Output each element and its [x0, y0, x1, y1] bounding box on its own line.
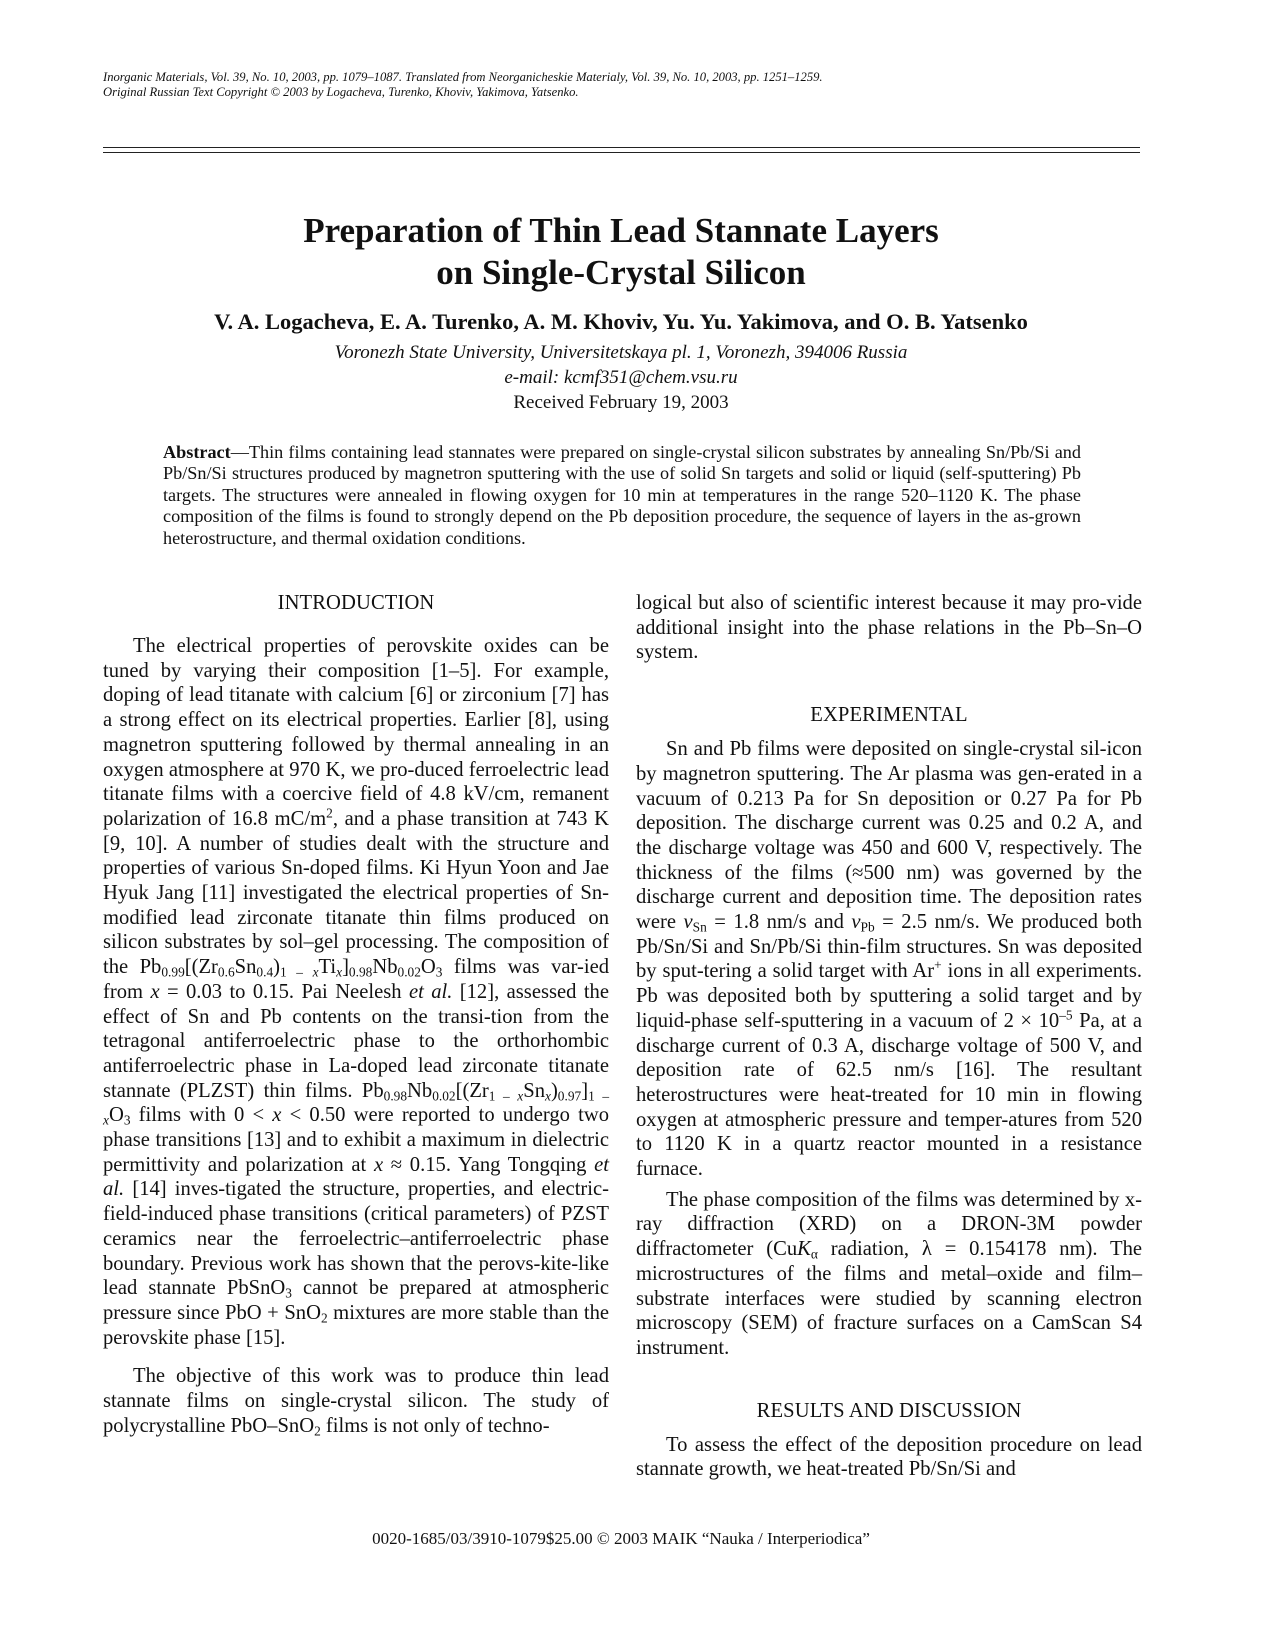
author-list: V. A. Logacheva, E. A. Turenko, A. M. Khoviv, Yu. Yu. Yakimova, and O. B. Yatsenko — [214, 309, 1028, 334]
title-line-2: on Single-Crystal Silicon — [436, 253, 806, 292]
header-line-2: Original Russian Text Copyright © 2003 by Logacheva, Turenko, Khoviv, Yakimova, Yatsenko. — [103, 85, 579, 99]
copyright-footer: 0020-1685/03/3910-1079$25.00 © 2003 MAIK “Nauka / Interperiodica” — [372, 1529, 870, 1548]
intro-paragraph-2-continued: logical but also of scientific interest because it may pro-vide additional insight into the phase relations in the Pb–Sn–O system. — [636, 592, 1142, 664]
experimental-paragraph-2: The phase composition of the films was determined by x-ray diffraction (XRD) on a DRON-3M powder diffractometer (CuK$_\alpha$ radiation, λ = 0.154178 nm). The microstructures of the films and metal–oxide and film–substrate interfaces were studied by scanning electron microscopy (SEM) of fracture surfaces on a CamScan S4 instrument. — [636, 1188, 1143, 1359]
left-column — [103, 591, 609, 1439]
experimental-paragraph-1: Sn and Pb films were deposited on single-crystal sil-icon by magnetron sputtering. The Ar plasma was gen-erated in a vacuum of 0.213 Pa for Sn deposition or 0.27 Pa for Pb deposition. The discharge current was 0.25 and 0.2 A, and the discharge voltage was 450 and 600 V, respectively. The thickness of the films (≈500 nm) was governed by the discharge current and deposition time. The deposition rates were $v_{Sn} = 1.8$ nm/s and $v_{Pb} = 2.5$ nm/s. We produced both Pb/Sn/Si and Sn/Pb/Si thin-film structures. Sn was deposited by sput-tering a solid target with Ar+ ions in all experiments. Pb was deposited both by sputtering a solid target and by liquid-phase self-sputtering in a vacuum of $2 \times 10^{-5}$ Pa, at a discharge current of 0.3 A, discharge voltage of 500 V, and deposition rate of 62.5 nm/s [16]. The resultant heterostructures were heat-treated for 10 min in flowing oxygen at atmospheric pressure and temper-atures from 520 to 1120 K in a quartz reactor mounted in a resistance furnace. — [636, 738, 1142, 1181]
email: e-mail: kcmf351@chem.vsu.ru — [504, 367, 738, 388]
results-paragraph-1: To assess the effect of the deposition procedure on lead stannate growth, we heat-treated Pb/Sn/Si and — [636, 1433, 1142, 1481]
section-heading-experimental: EXPERIMENTAL — [810, 704, 968, 727]
received-date: Received February 19, 2003 — [513, 392, 729, 413]
formula-pbo-sno2: PbO–SnO$_2$ — [230, 1414, 321, 1439]
affiliation: Voronezh State University, Universitetskaya pl. 1, Voronezh, 394006 Russia — [334, 342, 908, 363]
section-heading-introduction: INTRODUCTION — [277, 592, 435, 614]
abstract-text: —Thin films containing lead stannates were prepared on single-crystal silicon substrates by annealing Sn/Pb/Si and Pb/Sn/Si structures produced by magnetron sputtering with the use of solid Sn targets and solid or liquid (self-sputtering) Pb targets. The structures were annealed in flowing oxygen for 10 min at temperatures in the range 520–1120 K. The phase composition of the films is found to strongly depend on the Pb deposition procedure, the sequence of layers in the as-grown heterostructure, and thermal oxidation conditions. — [163, 442, 1081, 548]
formula-pbo-sno2-mix: PbO + SnO$_2$ — [225, 1301, 328, 1326]
intro-paragraph-2: The objective of this work was to produce thin lead stannate films on single-crystal silicon. The study of polycrystalline PbO–SnO$_2$ films is not only of techno- — [103, 1365, 609, 1439]
abstract-label: Abstract — [163, 442, 231, 462]
journal-header — [103, 70, 1143, 100]
header-double-rule — [103, 147, 1140, 153]
header-line-1: Inorganic Materials, Vol. 39, No. 10, 2003, pp. 1079–1087. Translated from Neorganicheskie Materialy, Vol. 39, No. 10, 2003, pp. 1251–1259. — [103, 70, 823, 84]
paper-title — [0, 210, 1242, 294]
formula-plzst: $Pb_{0.98}Nb_{0.02}[(Zr_{1 - x}Sn_x)_{0.97}]_{1 - x}O_3$ — [103, 1079, 610, 1129]
formula-pbsno3: PbSnO$_3$ — [226, 1277, 292, 1302]
intro-paragraph-1: The electrical properties of perovskite oxides can be tuned by varying their composition [1–5]. For example, doping of lead titanate with calcium [6] or zirconium [7] has a strong effect on its electrical properties. Earlier [8], using magnetron sputtering followed by thermal annealing in an oxygen atmosphere at 970 K, we pro-duced ferroelectric lead titanate films with a coercive field of 4.8 kV/cm, remanent polarization of 16.8 $mC/m^2$, and a phase transition at 743 K [9, 10]. A number of studies dealt with the structure and properties of various Sn-doped films. Ki Hyun Yoon and Jae Hyuk Jang [11] investigated the electrical properties of Sn-modified lead zirconate titanate thin films produced on silicon substrates by sol–gel processing. The composition of the $Pb_{0.99}[(Zr_{0.6}Sn_{0.4})_{1 - x}Ti_x]_{0.98}Nb_{0.02}O_3$ films was var-ied from x = 0.03 to 0.15. Pai Neelesh et al. [12], assessed the effect of Sn and Pb contents on the transi-tion from the tetragonal antiferroelectric phase to the orthorhombic antiferroelectric phase in La-doped lead zirconate titanate stannate (PLZST) thin films. $Pb_{0.98}Nb_{0.02}[(Zr_{1 - x}Sn_x)_{0.97}]_{1 - x}O_3$ films with 0 < x < 0.50 were reported to undergo two phase transitions [13] and to exhibit a maximum in dielectric permittivity and polarization at x ≈ 0.15. Yang Tongqing et al. [14] inves-tigated the structure, properties, and electric-field-induced phase transitions (critical parameters) of PZST ceramics near the ferroelectric–antiferroelectric phase boundary. Previous work has shown that the perovs-kite-like lead stannate PbSnO$_3$ cannot be prepared at atmospheric pressure since PbO + SnO$_2$ mixtures are more stable than the perovskite phase [15]. — [103, 635, 610, 1349]
section-heading-results: RESULTS AND DISCUSSION — [756, 1399, 1022, 1422]
affiliation-block — [0, 340, 1242, 415]
right-column — [636, 591, 1142, 1482]
abstract — [163, 442, 1081, 549]
formula-pzst: $Pb_{0.99}[(Zr_{0.6}Sn_{0.4})_{1 - x}Ti_x]_{0.98}Nb_{0.02}O_3$ — [139, 956, 443, 980]
title-line-1: Preparation of Thin Lead Stannate Layers — [303, 211, 939, 250]
